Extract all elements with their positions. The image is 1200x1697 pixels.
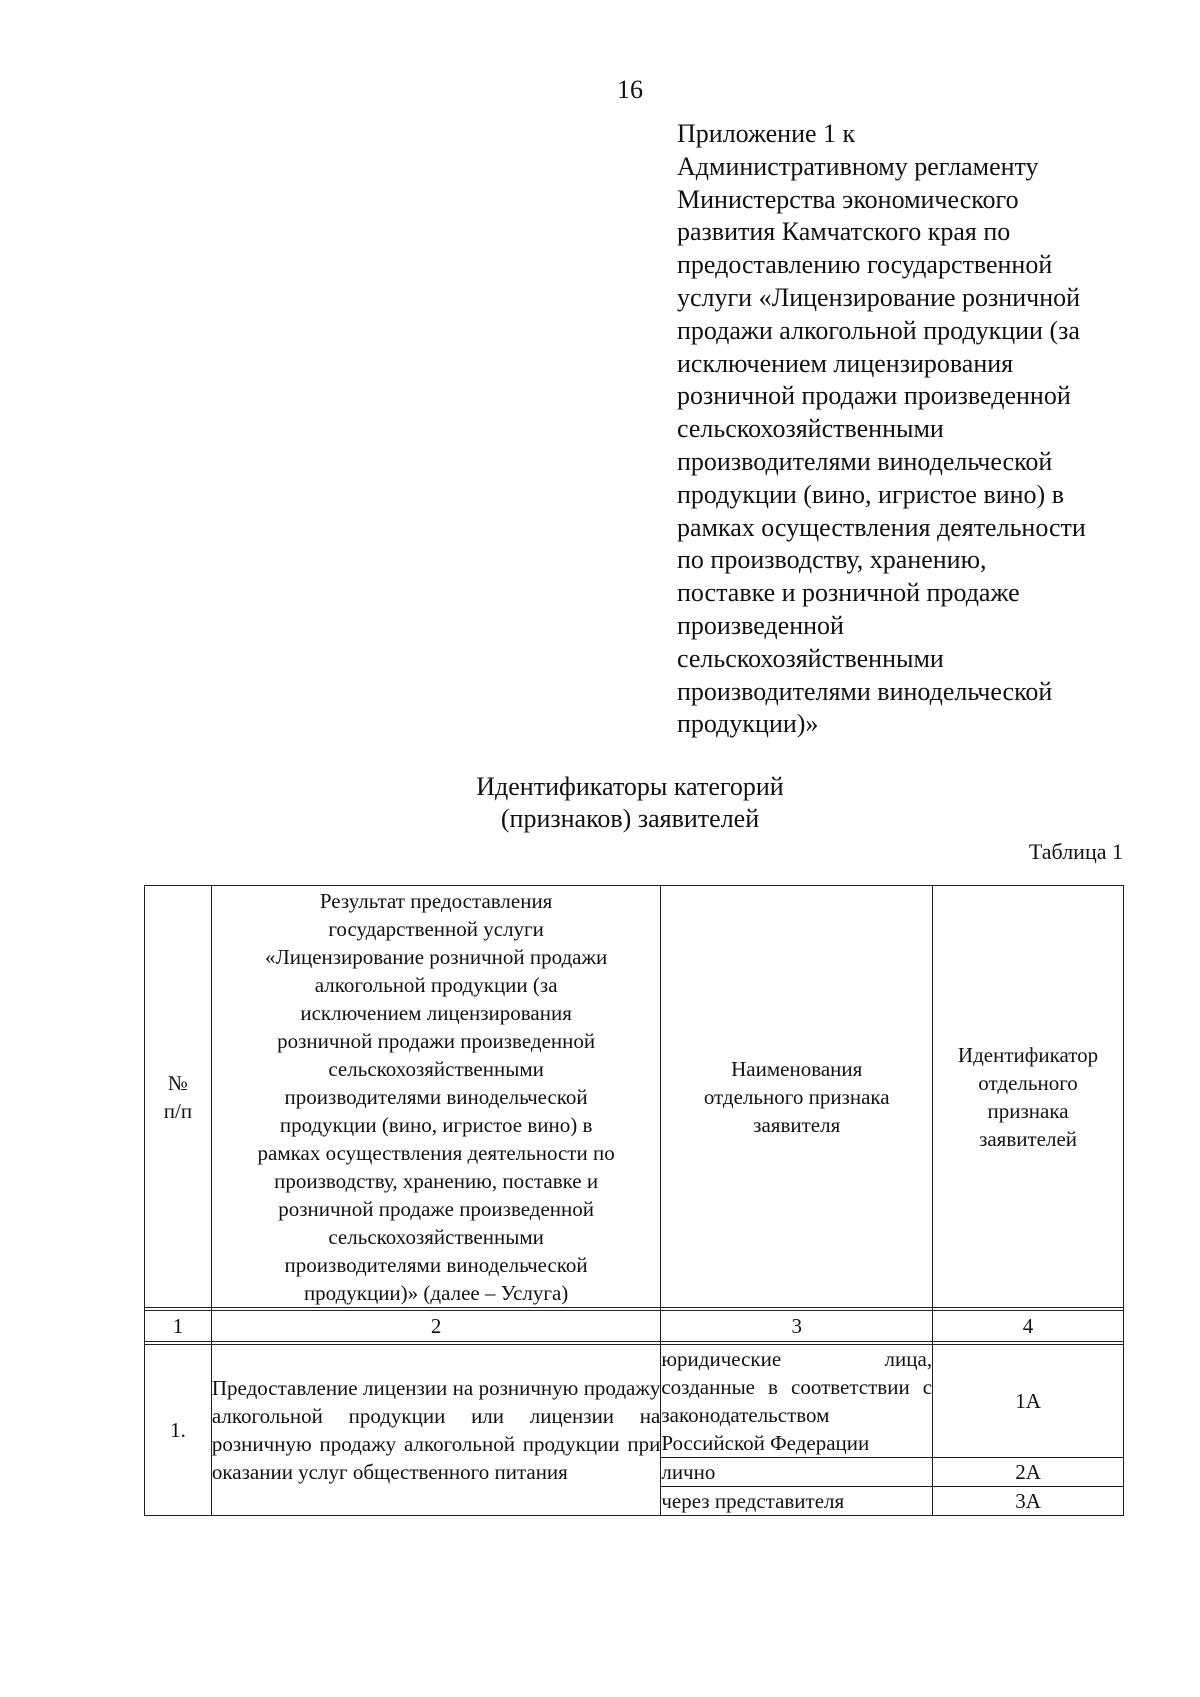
appendix-line: произведенной — [677, 610, 844, 640]
header-name-line: отдельного признака — [703, 1084, 890, 1109]
category-name: лично — [661, 1458, 933, 1487]
header-number-line: № — [167, 1070, 188, 1095]
column-number: 1 — [145, 1311, 212, 1342]
table-caption: Таблица 1 — [1028, 839, 1123, 864]
header-name-line: Наименования — [731, 1056, 863, 1081]
appendix-line: поставке и розничной продаже — [677, 578, 1020, 608]
appendix-line: продукции)» — [677, 709, 819, 739]
header-result-line: «Лицензирование розничной продажи — [264, 944, 608, 969]
appendix-line: производителями винодельческой — [677, 676, 1053, 706]
header-identifier-line: заявителей — [979, 1126, 1078, 1151]
header-result-line: рамках осуществления деятельности по — [257, 1140, 615, 1165]
table-header-row — [145, 886, 1124, 1308]
category-name: через представителя — [661, 1487, 933, 1516]
column-number: 4 — [933, 1311, 1124, 1342]
header-result-line: продукции (вино, игристое вино) в — [279, 1112, 593, 1137]
appendix-line: сельскохозяйственными — [677, 414, 944, 444]
header-result-line: продукции)» (далее – Услуга) — [303, 1280, 569, 1305]
header-identifier-line: признака — [987, 1098, 1069, 1123]
header-result — [211, 886, 660, 1308]
table-row — [145, 1345, 1124, 1458]
appendix-line: развития Камчатского края по — [677, 217, 1011, 247]
title-line-2: (признаков) заявителей — [500, 804, 760, 833]
document-title — [0, 771, 1200, 835]
category-identifier: 3А — [933, 1487, 1124, 1516]
appendix-line: рамках осуществления деятельности — [677, 512, 1086, 542]
page-number: 16 — [617, 75, 643, 104]
header-result-line: производителями винодельческой — [284, 1252, 588, 1277]
column-number-row — [145, 1311, 1124, 1342]
appendix-line: услуги «Лицензирование розничной — [677, 282, 1081, 312]
appendix-line: Министерства экономического — [677, 184, 1019, 214]
appendix-line: Приложение 1 к — [677, 119, 856, 148]
header-result-line: государственной услуги — [328, 916, 544, 941]
header-identifier — [933, 886, 1124, 1308]
appendix-line: производителями винодельческой — [677, 446, 1053, 476]
header-result-line: сельскохозяйственными — [328, 1056, 544, 1081]
appendix-line: продажи алкогольной продукции (за — [677, 315, 1080, 345]
header-result-line: Результат предоставления — [319, 888, 553, 913]
header-result-line: розничной продажи произведенной — [277, 1028, 596, 1053]
category-identifier: 2А — [933, 1458, 1124, 1487]
header-identifier-line: Идентификатор — [957, 1042, 1099, 1067]
appendix-line: предоставлению государственной — [677, 250, 1053, 280]
category-identifier: 1А — [933, 1345, 1124, 1458]
header-identifier-line: отдельного — [978, 1070, 1078, 1095]
row-number: 1. — [145, 1345, 212, 1516]
header-result-line: сельскохозяйственными — [328, 1224, 544, 1249]
header-name — [661, 886, 933, 1308]
header-result-line: розничной продаже произведенной — [278, 1196, 595, 1221]
header-number — [145, 886, 212, 1308]
appendix-line: Административному регламенту — [677, 151, 1039, 181]
column-number: 2 — [211, 1311, 660, 1342]
header-result-line: алкогольной продукции (за — [314, 972, 558, 997]
header-result-line: исключением лицензирования — [300, 1000, 572, 1025]
service-result: Предоставление лицензии на розничную продажу алкогольной продукции или лицензии на розничную продажу алкогольной продукции при оказании услуг общественного питания — [211, 1345, 660, 1516]
category-name: юридические лица, созданные в соответствии с законодательством Российской Федерации — [661, 1345, 933, 1458]
appendix-line: исключением лицензирования — [677, 348, 1014, 378]
appendix-line: по производству, хранению, — [677, 545, 987, 575]
header-name-line: заявителя — [753, 1112, 841, 1137]
appendix-line: розничной продажи произведенной — [677, 381, 1071, 411]
header-result-line: производству, хранению, поставке и — [274, 1168, 599, 1193]
header-result-line: производителями винодельческой — [284, 1084, 588, 1109]
appendix-line: продукции (вино, игристое вино) в — [677, 479, 1064, 509]
appendix-reference — [677, 118, 1147, 741]
appendix-line: сельскохозяйственными — [677, 643, 944, 673]
header-number-line: п/п — [163, 1098, 193, 1123]
column-number: 3 — [661, 1311, 933, 1342]
title-line-1: Идентификаторы категорий — [476, 772, 784, 801]
identifiers-table — [144, 885, 1124, 1516]
